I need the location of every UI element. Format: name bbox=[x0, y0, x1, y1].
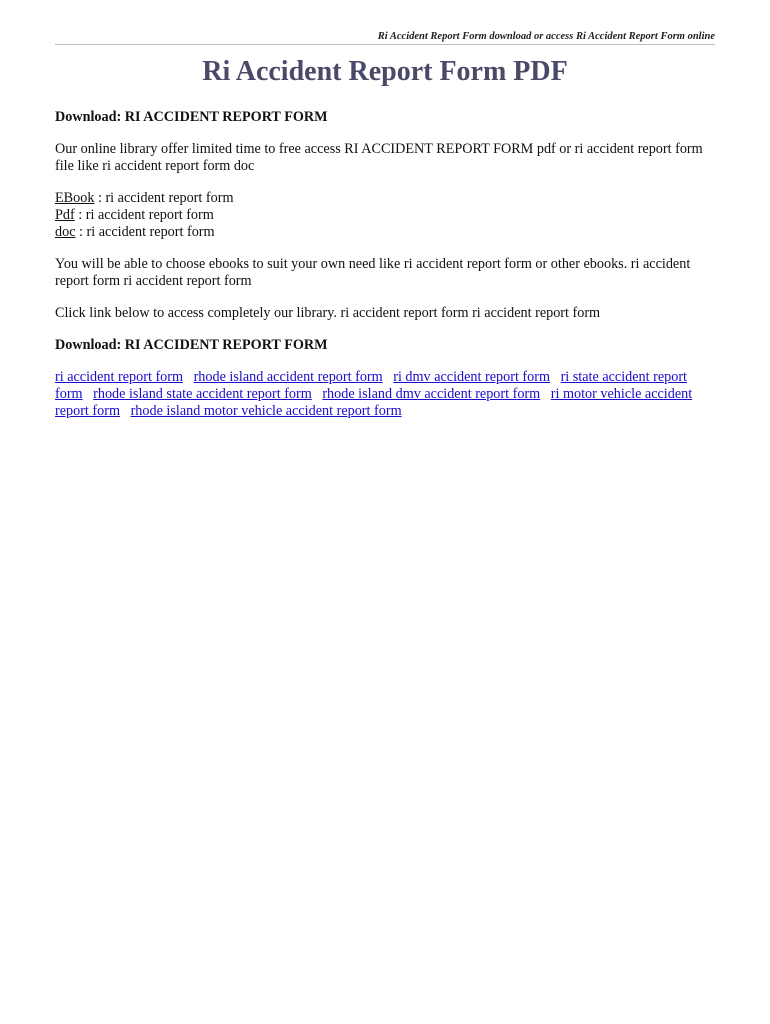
library-paragraph: Click link below to access completely our library. ri accident report form ri accident report form bbox=[55, 305, 601, 321]
header-tagline: Ri Accident Report Form download or access Ri Accident Report Form online bbox=[377, 31, 715, 42]
doc-text: : ri accident report form bbox=[75, 224, 215, 240]
download-label: RI ACCIDENT REPORT FORM bbox=[124, 337, 328, 353]
related-link[interactable]: rhode island motor vehicle accident report form bbox=[130, 403, 402, 419]
download-prefix: Download: bbox=[55, 337, 125, 353]
related-link[interactable]: rhode island accident report form bbox=[193, 369, 383, 385]
doc-link[interactable]: doc bbox=[55, 224, 76, 240]
main-content bbox=[55, 109, 715, 435]
download-label: RI ACCIDENT REPORT FORM bbox=[124, 109, 328, 125]
related-link[interactable]: rhode island dmv accident report form bbox=[322, 386, 541, 402]
header-divider bbox=[55, 44, 715, 45]
download-line-bottom bbox=[55, 337, 715, 354]
related-link[interactable]: ri accident report form bbox=[55, 369, 184, 385]
ebooks-paragraph: You will be able to choose ebooks to suit your own need like ri accident report form or other ebooks. ri accident report form ri accident report form bbox=[55, 256, 691, 289]
download-prefix: Download: bbox=[55, 109, 125, 125]
ebook-text: : ri accident report form bbox=[94, 190, 234, 206]
page-title: Ri Accident Report Form PDF bbox=[202, 56, 568, 87]
related-link[interactable]: ri motor vehicle accident report form bbox=[55, 386, 693, 419]
related-link[interactable]: ri state accident report form bbox=[55, 369, 688, 402]
related-link[interactable]: rhode island state accident report form bbox=[93, 386, 312, 402]
related-link[interactable]: ri dmv accident report form bbox=[393, 369, 551, 385]
ebook-link[interactable]: EBook bbox=[55, 190, 95, 206]
format-list bbox=[55, 190, 715, 241]
pdf-link[interactable]: Pdf bbox=[55, 207, 75, 223]
download-line-top bbox=[55, 109, 715, 126]
intro-paragraph: Our online library offer limited time to free access RI ACCIDENT REPORT FORM pdf or ri accident report form file like ri accident report form doc bbox=[55, 141, 703, 174]
pdf-text: : ri accident report form bbox=[74, 207, 214, 223]
related-links bbox=[55, 369, 715, 420]
